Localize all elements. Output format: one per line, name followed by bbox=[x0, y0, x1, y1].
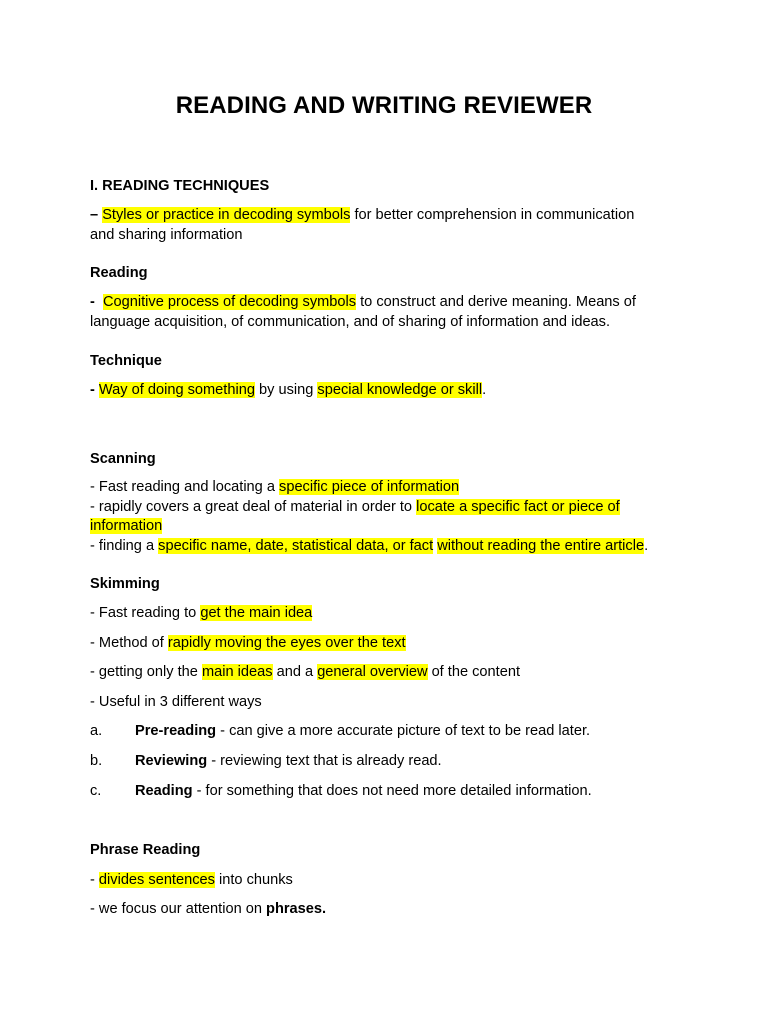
heading-scanning: Scanning bbox=[90, 451, 156, 467]
list-item bbox=[90, 537, 670, 557]
highlighted-text: special knowledge or skill bbox=[317, 382, 483, 398]
item-description: - can give a more accurate picture of text to be read later. bbox=[216, 723, 591, 739]
highlighted-text: divides sentences bbox=[98, 872, 215, 888]
body-text: - finding a bbox=[90, 537, 159, 554]
highlighted-text: locate a specific fact or piece of bbox=[416, 498, 620, 515]
dash-bullet: – bbox=[90, 207, 99, 223]
bold-term: phrases. bbox=[266, 901, 327, 917]
section-heading-reading-techniques: I. READING TECHNIQUES bbox=[90, 178, 270, 194]
list-item bbox=[90, 900, 670, 920]
highlighted-text: without reading the entire article bbox=[437, 537, 645, 554]
body-text: - Fast reading and locating a bbox=[90, 479, 280, 495]
list-item bbox=[90, 604, 670, 624]
paragraph-line bbox=[90, 206, 670, 226]
list-item bbox=[90, 871, 670, 891]
list-item bbox=[90, 478, 670, 498]
heading-skimming: Skimming bbox=[90, 576, 160, 592]
list-item bbox=[90, 634, 670, 654]
body-text: and a bbox=[272, 664, 318, 680]
body-text: - Fast reading to bbox=[90, 605, 201, 621]
highlighted-text: Cognitive process of decoding symbols bbox=[102, 294, 357, 310]
highlighted-text: Way of doing something bbox=[98, 382, 255, 398]
body-text: - getting only the bbox=[90, 664, 202, 680]
list-item bbox=[90, 498, 670, 518]
item-description: - for something that does not need more detailed information. bbox=[192, 783, 592, 799]
paragraph-technique bbox=[90, 381, 670, 401]
highlighted-text: specific piece of information bbox=[279, 479, 460, 495]
item-marker: c. bbox=[90, 783, 102, 799]
item-term: Reviewing bbox=[135, 753, 208, 769]
item-marker: a. bbox=[90, 723, 103, 739]
body-text: for better comprehension in communication bbox=[350, 207, 635, 223]
paragraph-line: language acquisition, of communication, and of sharing of information and ideas. bbox=[90, 313, 611, 330]
paragraph-line: and sharing information bbox=[90, 226, 243, 243]
paragraph-reading bbox=[90, 293, 670, 332]
heading-technique: Technique bbox=[90, 353, 162, 369]
list-scanning bbox=[90, 478, 670, 556]
item-marker: b. bbox=[90, 753, 103, 769]
item-term: Reading bbox=[135, 783, 193, 799]
body-text: of the content bbox=[427, 664, 521, 680]
item-term: Pre-reading bbox=[135, 723, 217, 739]
document-title: READING AND WRITING REVIEWER bbox=[175, 92, 593, 119]
body-text: - we focus our attention on bbox=[90, 901, 267, 917]
body-text: into chunks bbox=[214, 872, 293, 888]
body-text: to construct and derive meaning. Means of bbox=[356, 294, 636, 310]
body-text: - bbox=[90, 872, 99, 888]
highlighted-text: get the main idea bbox=[200, 605, 313, 621]
highlighted-text: information bbox=[90, 518, 163, 534]
lettered-item-c bbox=[90, 782, 670, 802]
dash-bullet: - bbox=[90, 294, 103, 310]
highlighted-text: Styles or practice in decoding symbols bbox=[102, 207, 351, 223]
highlighted-text: general overview bbox=[317, 664, 428, 680]
heading-phrase-reading: Phrase Reading bbox=[90, 842, 201, 858]
body-text: by using bbox=[254, 382, 318, 398]
body-text: - rapidly covers a great deal of material in order to bbox=[90, 498, 417, 515]
paragraph-line bbox=[90, 293, 670, 313]
body-text: - Method of bbox=[90, 635, 168, 651]
list-item-continuation bbox=[90, 517, 670, 537]
paragraph-reading-techniques bbox=[90, 206, 670, 245]
list-item: - Useful in 3 different ways bbox=[90, 694, 262, 710]
highlighted-text: rapidly moving the eyes over the text bbox=[167, 635, 406, 651]
body-text: . bbox=[482, 382, 487, 398]
item-description: - reviewing text that is already read. bbox=[207, 753, 442, 769]
list-item bbox=[90, 663, 670, 683]
lettered-item-a bbox=[90, 722, 670, 742]
highlighted-text: specific name, date, statistical data, or fact bbox=[158, 537, 434, 554]
heading-reading: Reading bbox=[90, 265, 148, 281]
body-text: . bbox=[644, 537, 649, 554]
lettered-item-b bbox=[90, 752, 670, 772]
highlighted-text: main ideas bbox=[201, 664, 273, 680]
dash-bullet: - bbox=[90, 382, 99, 398]
